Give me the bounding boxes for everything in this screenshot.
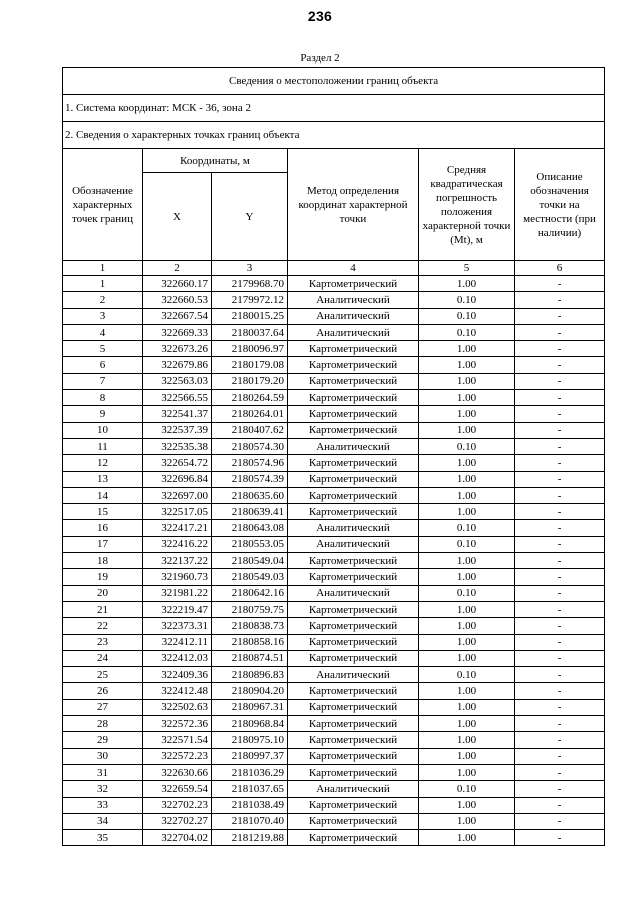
description: - (515, 732, 605, 748)
coord-y: 2180179.20 (212, 373, 288, 389)
coord-x: 322572.36 (143, 716, 212, 732)
mean-error: 0.10 (419, 585, 515, 601)
coord-x: 322502.63 (143, 699, 212, 715)
column-number: 1 (63, 261, 143, 276)
description: - (515, 438, 605, 454)
table-row (63, 390, 605, 406)
method: Картометрический (288, 764, 419, 780)
coord-y: 2180015.25 (212, 308, 288, 324)
method: Картометрический (288, 487, 419, 503)
boundary-points-table (62, 67, 605, 846)
description: - (515, 601, 605, 617)
coord-x: 322669.33 (143, 324, 212, 340)
mean-error: 1.00 (419, 504, 515, 520)
column-numbers-row (63, 261, 605, 276)
point-number: 29 (63, 732, 143, 748)
description: - (515, 748, 605, 764)
table-row (63, 601, 605, 617)
table-row (63, 276, 605, 292)
point-number: 9 (63, 406, 143, 422)
coord-y: 2180838.73 (212, 618, 288, 634)
description: - (515, 487, 605, 503)
mean-error: 1.00 (419, 699, 515, 715)
column-number: 3 (212, 261, 288, 276)
description: - (515, 797, 605, 813)
description: - (515, 292, 605, 308)
column-number: 6 (515, 261, 605, 276)
mean-error: 1.00 (419, 276, 515, 292)
point-number: 19 (63, 569, 143, 585)
header-designation: Обозначение характерных точек границ (63, 149, 143, 261)
table-row (63, 553, 605, 569)
coord-y: 2180997.37 (212, 748, 288, 764)
mean-error: 1.00 (419, 390, 515, 406)
coord-x: 322416.22 (143, 536, 212, 552)
points-heading-row (63, 122, 605, 149)
section-label: Раздел 2 (300, 52, 340, 64)
description: - (515, 569, 605, 585)
coord-x: 321981.22 (143, 585, 212, 601)
method: Картометрический (288, 797, 419, 813)
coord-y: 2180264.59 (212, 390, 288, 406)
method: Аналитический (288, 324, 419, 340)
coord-y: 2180264.01 (212, 406, 288, 422)
table-row (63, 634, 605, 650)
point-number: 6 (63, 357, 143, 373)
coord-y: 2180874.51 (212, 650, 288, 666)
description: - (515, 422, 605, 438)
mean-error: 1.00 (419, 732, 515, 748)
description: - (515, 276, 605, 292)
mean-error: 0.10 (419, 520, 515, 536)
header-coordinates: Координаты, м (143, 149, 288, 173)
mean-error: 1.00 (419, 373, 515, 389)
table-row (63, 536, 605, 552)
table-row (63, 308, 605, 324)
point-number: 12 (63, 455, 143, 471)
table-row (63, 716, 605, 732)
header-description: Описание обозначения точки на местности (при наличии) (515, 149, 605, 261)
description: - (515, 406, 605, 422)
header-x: X (143, 173, 212, 261)
coord-y: 2180639.41 (212, 504, 288, 520)
description: - (515, 716, 605, 732)
table-row (63, 292, 605, 308)
method: Аналитический (288, 308, 419, 324)
table-row (63, 732, 605, 748)
coord-x: 322219.47 (143, 601, 212, 617)
description: - (515, 520, 605, 536)
description: - (515, 357, 605, 373)
coord-y: 2180975.10 (212, 732, 288, 748)
page-number: 236 (307, 8, 333, 24)
coord-y: 2180574.96 (212, 455, 288, 471)
coord-x: 322137.22 (143, 553, 212, 569)
description: - (515, 813, 605, 829)
description: - (515, 504, 605, 520)
method: Аналитический (288, 667, 419, 683)
method: Картометрический (288, 455, 419, 471)
coord-x: 322630.66 (143, 764, 212, 780)
method: Картометрический (288, 634, 419, 650)
point-number: 33 (63, 797, 143, 813)
points-heading: 2. Сведения о характерных точках границ объекта (63, 122, 605, 149)
coord-y: 2180896.83 (212, 667, 288, 683)
coord-x: 321960.73 (143, 569, 212, 585)
coord-x: 322566.55 (143, 390, 212, 406)
table-row (63, 569, 605, 585)
coord-y: 2180858.16 (212, 634, 288, 650)
method: Картометрический (288, 406, 419, 422)
point-number: 23 (63, 634, 143, 650)
table-title: Сведения о местоположении границ объекта (63, 68, 605, 95)
method: Аналитический (288, 585, 419, 601)
table-title-row (63, 68, 605, 95)
table-row (63, 520, 605, 536)
mean-error: 0.10 (419, 324, 515, 340)
coord-x: 322679.86 (143, 357, 212, 373)
description: - (515, 634, 605, 650)
method: Картометрический (288, 683, 419, 699)
coord-x: 322673.26 (143, 341, 212, 357)
coord-x: 322541.37 (143, 406, 212, 422)
table-row (63, 357, 605, 373)
method: Картометрический (288, 830, 419, 846)
method: Картометрический (288, 276, 419, 292)
description: - (515, 455, 605, 471)
description: - (515, 553, 605, 569)
mean-error: 1.00 (419, 764, 515, 780)
point-number: 5 (63, 341, 143, 357)
point-number: 11 (63, 438, 143, 454)
mean-error: 1.00 (419, 813, 515, 829)
description: - (515, 341, 605, 357)
point-number: 18 (63, 553, 143, 569)
method: Картометрический (288, 716, 419, 732)
mean-error: 1.00 (419, 553, 515, 569)
method: Картометрический (288, 471, 419, 487)
point-number: 13 (63, 471, 143, 487)
table-row (63, 699, 605, 715)
coord-y: 2180904.20 (212, 683, 288, 699)
coord-x: 322537.39 (143, 422, 212, 438)
coord-y: 2180642.16 (212, 585, 288, 601)
description: - (515, 781, 605, 797)
table-row (63, 797, 605, 813)
coord-x: 322667.54 (143, 308, 212, 324)
coord-x: 322572.23 (143, 748, 212, 764)
method: Аналитический (288, 292, 419, 308)
mean-error: 0.10 (419, 292, 515, 308)
coord-y: 2179972.12 (212, 292, 288, 308)
method: Картометрический (288, 341, 419, 357)
point-number: 14 (63, 487, 143, 503)
mean-error: 1.00 (419, 455, 515, 471)
point-number: 10 (63, 422, 143, 438)
coord-y: 2179968.70 (212, 276, 288, 292)
column-number: 5 (419, 261, 515, 276)
coord-x: 322563.03 (143, 373, 212, 389)
method: Картометрический (288, 748, 419, 764)
point-number: 8 (63, 390, 143, 406)
coord-x: 322704.02 (143, 830, 212, 846)
mean-error: 1.00 (419, 406, 515, 422)
method: Картометрический (288, 357, 419, 373)
description: - (515, 536, 605, 552)
table-row (63, 422, 605, 438)
table-row (63, 748, 605, 764)
coord-x: 322660.17 (143, 276, 212, 292)
description: - (515, 683, 605, 699)
coordinate-system-row (63, 95, 605, 122)
method: Картометрический (288, 569, 419, 585)
coord-y: 2180759.75 (212, 601, 288, 617)
method: Аналитический (288, 520, 419, 536)
table-row (63, 813, 605, 829)
header-y: Y (212, 173, 288, 261)
description: - (515, 373, 605, 389)
table-row (63, 373, 605, 389)
point-number: 1 (63, 276, 143, 292)
point-number: 3 (63, 308, 143, 324)
point-number: 34 (63, 813, 143, 829)
point-number: 27 (63, 699, 143, 715)
mean-error: 1.00 (419, 569, 515, 585)
column-number: 2 (143, 261, 212, 276)
table-row (63, 438, 605, 454)
mean-error: 1.00 (419, 471, 515, 487)
method: Картометрический (288, 650, 419, 666)
method: Картометрический (288, 504, 419, 520)
mean-error: 1.00 (419, 650, 515, 666)
table-row (63, 455, 605, 471)
mean-error: 1.00 (419, 748, 515, 764)
point-number: 2 (63, 292, 143, 308)
mean-error: 1.00 (419, 422, 515, 438)
coord-y: 2180407.62 (212, 422, 288, 438)
method: Картометрический (288, 618, 419, 634)
coord-y: 2180037.64 (212, 324, 288, 340)
coord-x: 322659.54 (143, 781, 212, 797)
method: Аналитический (288, 781, 419, 797)
coord-x: 322702.27 (143, 813, 212, 829)
coord-x: 322660.53 (143, 292, 212, 308)
point-number: 21 (63, 601, 143, 617)
point-number: 31 (63, 764, 143, 780)
coord-y: 2180635.60 (212, 487, 288, 503)
point-number: 7 (63, 373, 143, 389)
point-number: 25 (63, 667, 143, 683)
mean-error: 1.00 (419, 618, 515, 634)
column-number: 4 (288, 261, 419, 276)
method: Аналитический (288, 536, 419, 552)
table-row (63, 683, 605, 699)
header-method: Метод определения координат характерной точки (288, 149, 419, 261)
coord-y: 2181219.88 (212, 830, 288, 846)
coord-y: 2180968.84 (212, 716, 288, 732)
method: Картометрический (288, 699, 419, 715)
description: - (515, 830, 605, 846)
mean-error: 1.00 (419, 487, 515, 503)
description: - (515, 324, 605, 340)
mean-error: 0.10 (419, 667, 515, 683)
description: - (515, 650, 605, 666)
coord-x: 322696.84 (143, 471, 212, 487)
table-row (63, 504, 605, 520)
description: - (515, 471, 605, 487)
mean-error: 0.10 (419, 536, 515, 552)
method: Картометрический (288, 422, 419, 438)
header-error: Средняя квадратическая погрешность положения характерной точки (Mt), м (419, 149, 515, 261)
method: Картометрический (288, 373, 419, 389)
mean-error: 1.00 (419, 601, 515, 617)
coord-x: 322409.36 (143, 667, 212, 683)
table-row (63, 667, 605, 683)
coord-x: 322571.54 (143, 732, 212, 748)
point-number: 15 (63, 504, 143, 520)
point-number: 22 (63, 618, 143, 634)
coord-x: 322654.72 (143, 455, 212, 471)
point-number: 16 (63, 520, 143, 536)
mean-error: 1.00 (419, 716, 515, 732)
coord-y: 2181037.65 (212, 781, 288, 797)
coord-y: 2180549.04 (212, 553, 288, 569)
coord-y: 2180574.30 (212, 438, 288, 454)
table-row (63, 764, 605, 780)
coord-y: 2181036.29 (212, 764, 288, 780)
header-row-top (63, 149, 605, 173)
table-row (63, 585, 605, 601)
table-row (63, 650, 605, 666)
mean-error: 0.10 (419, 308, 515, 324)
coord-y: 2180643.08 (212, 520, 288, 536)
coord-x: 322697.00 (143, 487, 212, 503)
description: - (515, 618, 605, 634)
description: - (515, 585, 605, 601)
coordinate-system: 1. Система координат: МСК - 36, зона 2 (63, 95, 605, 122)
method: Картометрический (288, 601, 419, 617)
mean-error: 0.10 (419, 438, 515, 454)
coord-y: 2180574.39 (212, 471, 288, 487)
point-number: 20 (63, 585, 143, 601)
coord-y: 2180553.05 (212, 536, 288, 552)
table-row (63, 341, 605, 357)
mean-error: 1.00 (419, 357, 515, 373)
coord-y: 2181038.49 (212, 797, 288, 813)
point-number: 28 (63, 716, 143, 732)
mean-error: 1.00 (419, 797, 515, 813)
table-row (63, 471, 605, 487)
mean-error: 1.00 (419, 341, 515, 357)
mean-error: 0.10 (419, 781, 515, 797)
table-row (63, 830, 605, 846)
point-number: 17 (63, 536, 143, 552)
method: Картометрический (288, 813, 419, 829)
method: Картометрический (288, 390, 419, 406)
description: - (515, 699, 605, 715)
mean-error: 1.00 (419, 634, 515, 650)
coord-x: 322417.21 (143, 520, 212, 536)
description: - (515, 308, 605, 324)
coord-y: 2181070.40 (212, 813, 288, 829)
coord-x: 322412.48 (143, 683, 212, 699)
coord-x: 322412.03 (143, 650, 212, 666)
table-row (63, 781, 605, 797)
point-number: 30 (63, 748, 143, 764)
point-number: 4 (63, 324, 143, 340)
point-number: 32 (63, 781, 143, 797)
coord-y: 2180967.31 (212, 699, 288, 715)
table-row (63, 618, 605, 634)
points-rows (63, 276, 605, 846)
description: - (515, 667, 605, 683)
point-number: 26 (63, 683, 143, 699)
coord-y: 2180096.97 (212, 341, 288, 357)
method: Картометрический (288, 732, 419, 748)
coord-y: 2180179.08 (212, 357, 288, 373)
table-row (63, 487, 605, 503)
mean-error: 1.00 (419, 683, 515, 699)
coord-y: 2180549.03 (212, 569, 288, 585)
point-number: 24 (63, 650, 143, 666)
coord-x: 322412.11 (143, 634, 212, 650)
method: Картометрический (288, 553, 419, 569)
table-row (63, 324, 605, 340)
coord-x: 322702.23 (143, 797, 212, 813)
coord-x: 322373.31 (143, 618, 212, 634)
coord-x: 322517.05 (143, 504, 212, 520)
mean-error: 1.00 (419, 830, 515, 846)
point-number: 35 (63, 830, 143, 846)
description: - (515, 764, 605, 780)
coord-x: 322535.38 (143, 438, 212, 454)
description: - (515, 390, 605, 406)
method: Аналитический (288, 438, 419, 454)
table-row (63, 406, 605, 422)
